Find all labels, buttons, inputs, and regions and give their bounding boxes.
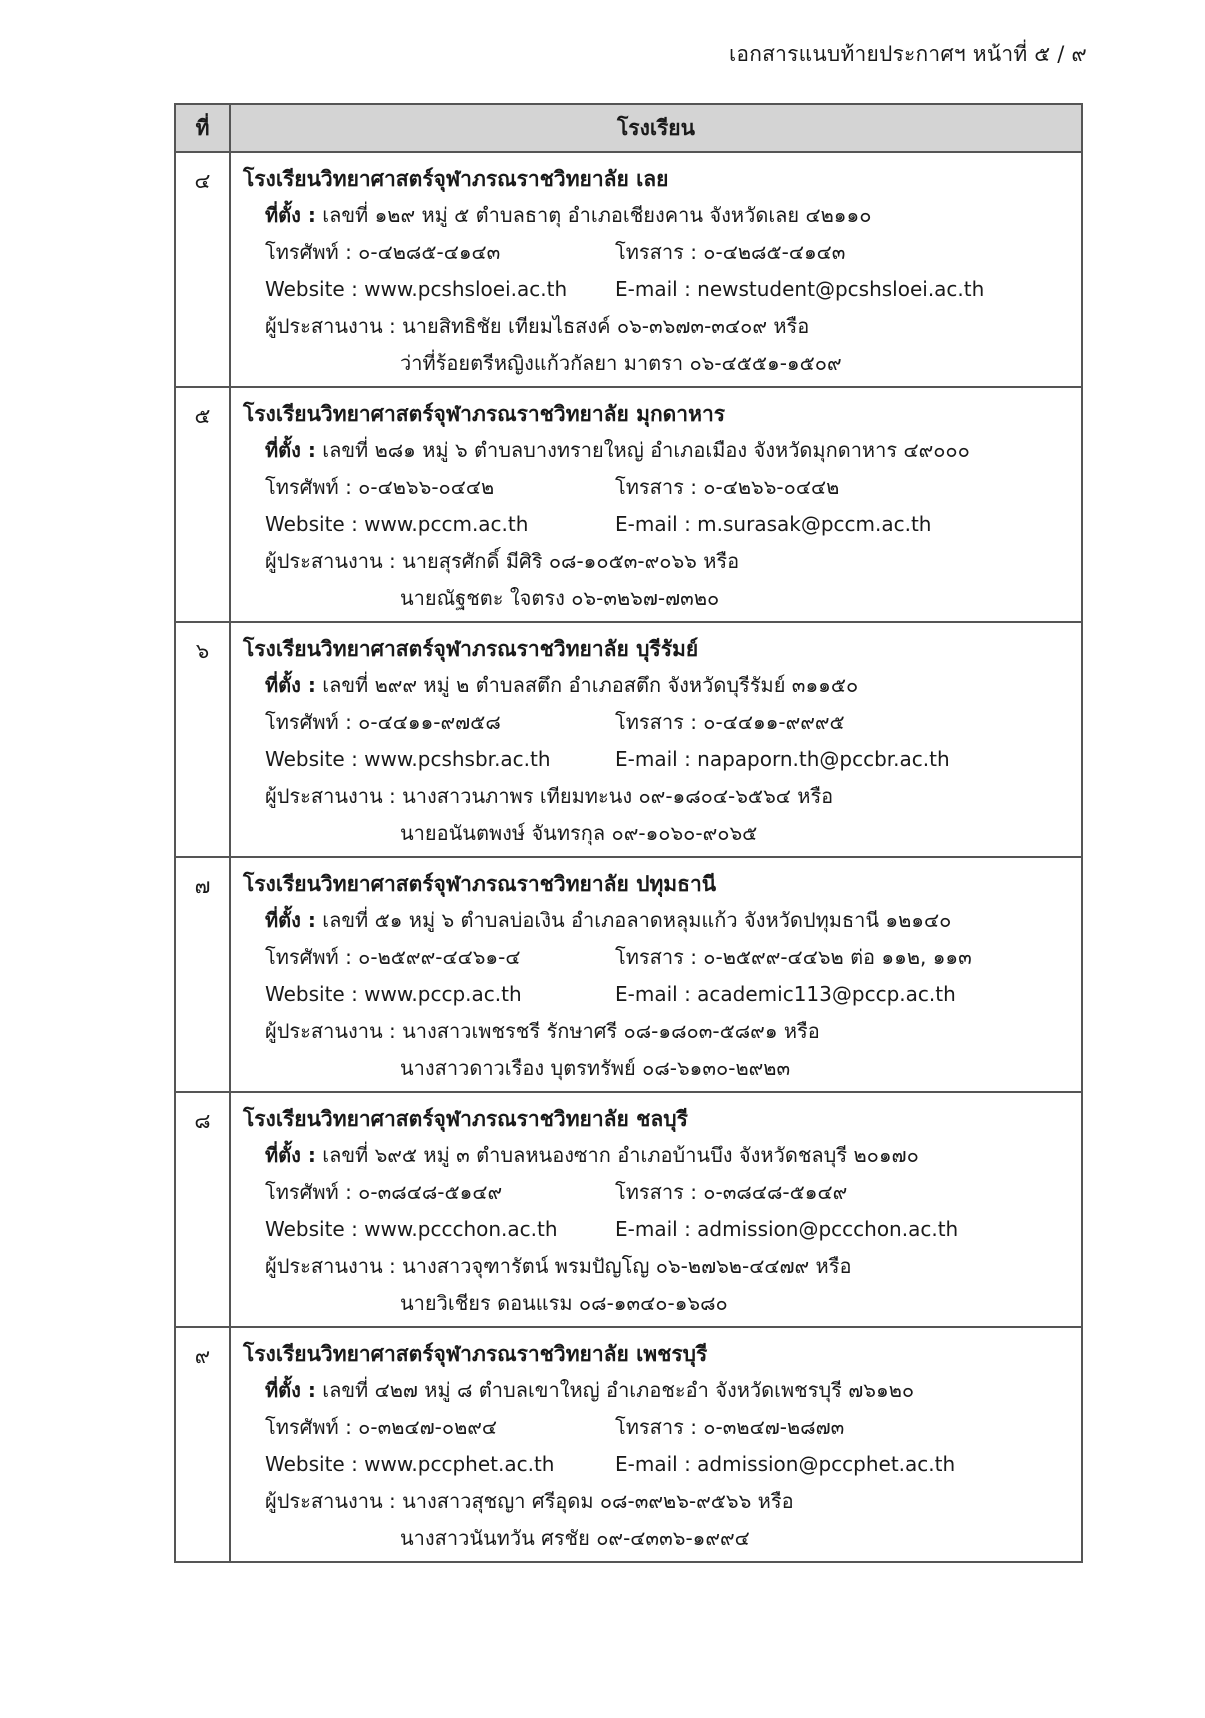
school-address [243,1372,1069,1409]
school-address [243,197,1069,234]
address-label: ที่ตั้ง : [265,1143,316,1167]
school-website: Website : www.pccphet.ac.th [265,1452,555,1476]
phone-fax-line [243,234,1069,271]
row-number: ๘ [175,1092,230,1327]
school-name: โรงเรียนวิทยาศาสตร์จุฬาภรณราชวิทยาลัย มุกดาหาร [243,402,726,426]
school-email: E-mail : m.surasak@pccm.ac.th [615,512,932,536]
row-number: ๙ [175,1327,230,1562]
school-website: Website : www.pccm.ac.th [265,512,529,536]
school-website: Website : www.pccp.ac.th [265,982,522,1006]
row-number: ๔ [175,152,230,387]
phone-fax-line [243,1409,1069,1446]
school-contact-secondary: นายอนันตพงษ์ จันทรกุล ๐๙-๑๐๖๐-๙๐๖๕ [400,821,758,845]
address-label: ที่ตั้ง : [265,438,316,462]
address-text: เลขที่ ๒๙๙ หมู่ ๒ ตำบลสตึก อำเภอสตึก จังหวัดบุรีรัมย์ ๓๑๑๕๐ [322,673,859,697]
school-website: Website : www.pcshsbr.ac.th [265,747,551,771]
phone-fax-line [243,1174,1069,1211]
address-text: เลขที่ ๖๙๕ หมู่ ๓ ตำบลหนองซาก อำเภอบ้านบึง จังหวัดชลบุรี ๒๐๑๗๐ [322,1143,919,1167]
school-fax: โทรสาร : ๐-๔๔๑๑-๙๙๙๕ [615,710,845,734]
school-contact-primary: ผู้ประสานงาน : นางสาวนภาพร เทียมทะนง ๐๙-๑๘๐๔-๖๕๖๔ หรือ [265,784,834,808]
address-label: ที่ตั้ง : [265,908,316,932]
school-contact-primary: ผู้ประสานงาน : นางสาวเพชรชรี รักษาศรี ๐๘-๑๘๐๓-๕๘๙๑ หรือ [265,1019,820,1043]
school-info-cell [230,1092,1082,1327]
column-header-number: ที่ [175,104,230,152]
school-email: E-mail : newstudent@pcshsloei.ac.th [615,277,985,301]
school-contact-primary: ผู้ประสานงาน : นายสิทธิชัย เทียมไธสงค์ ๐๖-๓๖๗๓-๓๔๐๙ หรือ [265,314,810,338]
school-website: Website : www.pcshsloei.ac.th [265,277,568,301]
web-email-line [243,271,1069,308]
school-phone: โทรศัพท์ : ๐-๔๔๑๑-๙๗๕๘ [265,710,501,734]
row-number: ๕ [175,387,230,622]
school-info-cell [230,387,1082,622]
address-text: เลขที่ ๒๘๑ หมู่ ๖ ตำบลบางทรายใหญ่ อำเภอเมือง จังหวัดมุกดาหาร ๔๙๐๐๐ [322,438,970,462]
address-label: ที่ตั้ง : [265,1378,316,1402]
column-header-school: โรงเรียน [230,104,1082,152]
schools-table [174,103,1083,1563]
web-email-line [243,976,1069,1013]
school-email: E-mail : admission@pccchon.ac.th [615,1217,959,1241]
table-row [175,1327,1082,1562]
school-contact-secondary: ว่าที่ร้อยตรีหญิงแก้วกัลยา มาตรา ๐๖-๔๕๕๑-๑๕๐๙ [400,351,842,375]
web-email-line [243,1446,1069,1483]
school-phone: โทรศัพท์ : ๐-๓๘๔๘-๕๑๔๙ [265,1180,503,1204]
phone-fax-line [243,704,1069,741]
phone-fax-line [243,469,1069,506]
school-contact-secondary: นายวิเชียร ดอนแรม ๐๘-๑๓๔๐-๑๖๘๐ [400,1291,728,1315]
address-label: ที่ตั้ง : [265,203,316,227]
school-name: โรงเรียนวิทยาศาสตร์จุฬาภรณราชวิทยาลัย บุรีรัมย์ [243,637,699,661]
school-name: โรงเรียนวิทยาศาสตร์จุฬาภรณราชวิทยาลัย ชลบุรี [243,1107,688,1131]
school-address [243,1137,1069,1174]
school-email: E-mail : academic113@pccp.ac.th [615,982,956,1006]
school-website: Website : www.pccchon.ac.th [265,1217,558,1241]
web-email-line [243,506,1069,543]
school-info-cell [230,1327,1082,1562]
school-contact-secondary: นางสาวนันทวัน ศรชัย ๐๙-๔๓๓๖-๑๙๙๔ [400,1526,750,1550]
address-text: เลขที่ ๑๒๙ หมู่ ๕ ตำบลธาตุ อำเภอเชียงคาน จังหวัดเลย ๔๒๑๑๐ [322,203,872,227]
school-fax: โทรสาร : ๐-๓๒๔๗-๒๘๗๓ [615,1415,845,1439]
school-fax: โทรสาร : ๐-๔๒๘๕-๔๑๔๓ [615,240,846,264]
table-row [175,857,1082,1092]
page-header: เอกสารแนบท้ายประกาศฯ หน้าที่ ๕ / ๙ [729,42,1087,66]
school-address [243,667,1069,704]
row-number: ๖ [175,622,230,857]
phone-fax-line [243,939,1069,976]
address-text: เลขที่ ๕๑ หมู่ ๖ ตำบลบ่อเงิน อำเภอลาดหลุมแก้ว จังหวัดปทุมธานี ๑๒๑๔๐ [322,908,952,932]
school-contact-primary: ผู้ประสานงาน : นางสาวจุฑารัตน์ พรมปัญโญ ๐๖-๒๗๖๒-๔๔๗๙ หรือ [265,1254,852,1278]
school-fax: โทรสาร : ๐-๔๒๖๖-๐๔๔๒ [615,475,840,499]
school-contact-secondary: นางสาวดาวเรือง บุตรทรัพย์ ๐๘-๖๑๓๐-๒๙๒๓ [400,1056,791,1080]
school-phone: โทรศัพท์ : ๐-๔๒๘๕-๔๑๔๓ [265,240,501,264]
address-text: เลขที่ ๔๒๗ หมู่ ๘ ตำบลเขาใหญ่ อำเภอชะอำ จังหวัดเพชรบุรี ๗๖๑๒๐ [322,1378,915,1402]
school-name: โรงเรียนวิทยาศาสตร์จุฬาภรณราชวิทยาลัย ปทุมธานี [243,872,717,896]
school-phone: โทรศัพท์ : ๐-๓๒๔๗-๐๒๙๔ [265,1415,498,1439]
school-info-cell [230,857,1082,1092]
web-email-line [243,1211,1069,1248]
school-contact-primary: ผู้ประสานงาน : นางสาวสุชญา ศรีอุดม ๐๘-๓๙๒๖-๙๕๖๖ หรือ [265,1489,794,1513]
school-name: โรงเรียนวิทยาศาสตร์จุฬาภรณราชวิทยาลัย เพชรบุรี [243,1342,708,1366]
table-row [175,622,1082,857]
school-phone: โทรศัพท์ : ๐-๒๕๙๙-๔๔๖๑-๔ [265,945,521,969]
school-contact-secondary: นายณัฐชตะ ใจตรง ๐๖-๓๒๖๗-๗๓๒๐ [400,586,720,610]
table-header-row [175,104,1082,152]
school-email: E-mail : admission@pccphet.ac.th [615,1452,956,1476]
school-name: โรงเรียนวิทยาศาสตร์จุฬาภรณราชวิทยาลัย เลย [243,167,669,191]
school-phone: โทรศัพท์ : ๐-๔๒๖๖-๐๔๔๒ [265,475,495,499]
school-contact-primary: ผู้ประสานงาน : นายสุรศักดิ์ มีศิริ ๐๘-๑๐๕๓-๙๐๖๖ หรือ [265,549,740,573]
school-fax: โทรสาร : ๐-๓๘๔๘-๕๑๔๙ [615,1180,848,1204]
table-row [175,1092,1082,1327]
school-info-cell [230,152,1082,387]
address-label: ที่ตั้ง : [265,673,316,697]
school-fax: โทรสาร : ๐-๒๕๙๙-๔๔๖๒ ต่อ ๑๑๒, ๑๑๓ [615,945,972,969]
school-address [243,902,1069,939]
table-row [175,387,1082,622]
table-row [175,152,1082,387]
school-email: E-mail : napaporn.th@pccbr.ac.th [615,747,950,771]
school-info-cell [230,622,1082,857]
school-address [243,432,1069,469]
row-number: ๗ [175,857,230,1092]
web-email-line [243,741,1069,778]
